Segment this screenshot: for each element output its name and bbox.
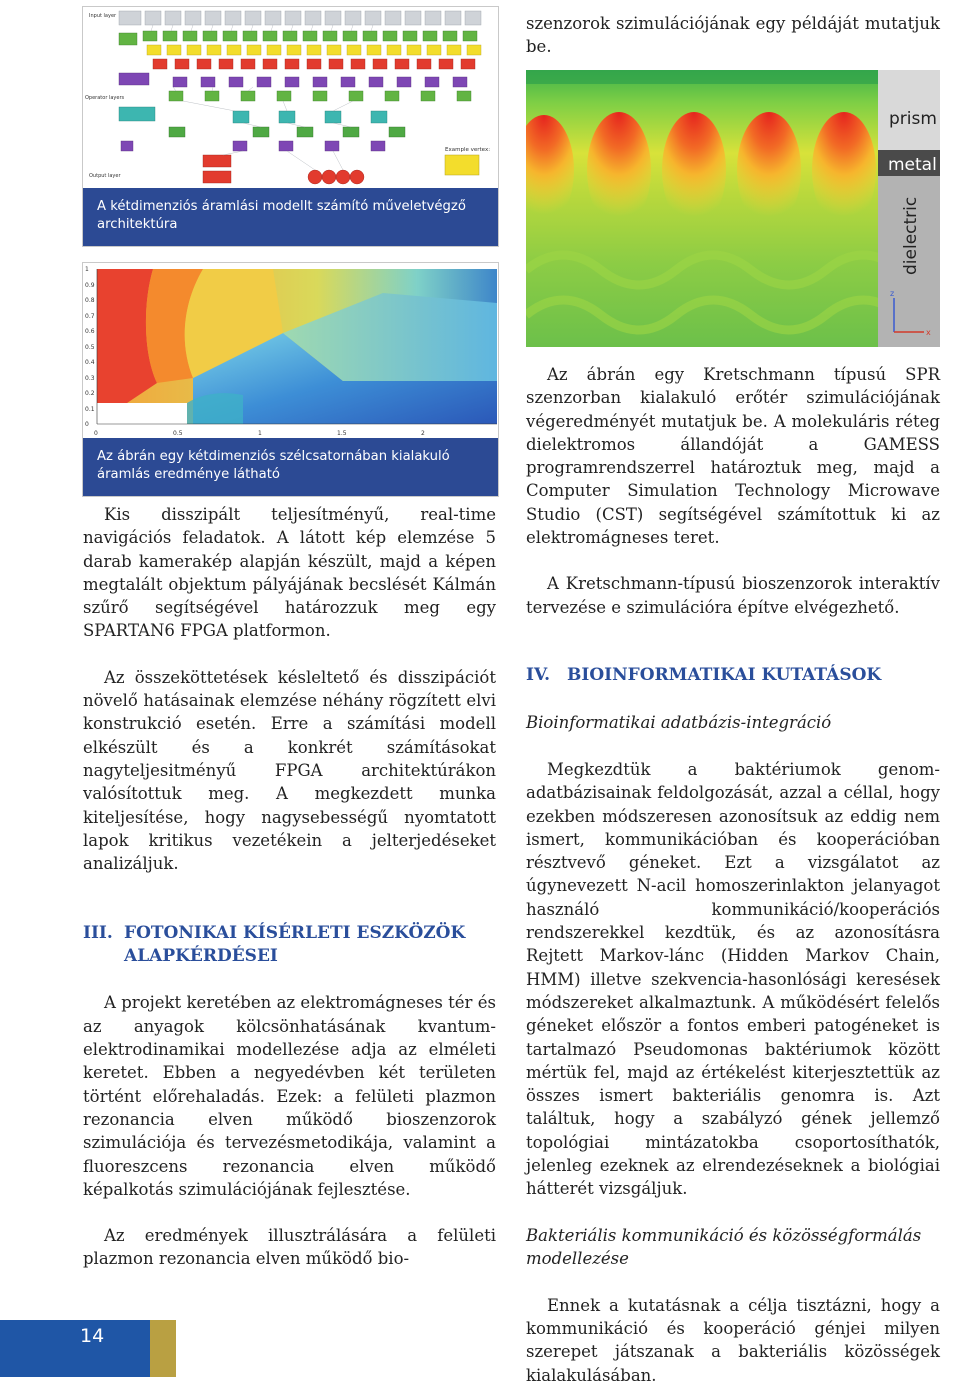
subsection-title: modellezése — [526, 1248, 629, 1268]
x-tick: 0 — [94, 430, 98, 437]
section-title-line: FOTONIKAI KÍSÉRLETI ESZKÖZÖK — [124, 923, 466, 944]
subsection-title: Bakteriális kommunikáció és közösségformálás — [526, 1225, 922, 1245]
figure-spr-simulation — [526, 70, 940, 347]
x-axis-ticks — [94, 430, 425, 437]
x-tick: 1 — [258, 430, 262, 437]
figure-architecture — [82, 6, 499, 247]
axis-z-label: z — [890, 289, 895, 298]
operator-layers-label: Operator layers — [85, 95, 125, 101]
green-lower-row — [169, 91, 471, 101]
section-number: IV. — [526, 664, 551, 685]
paragraph: Az eredmények illusztrálására a felületi plazmon rezonancia elven működő bio- — [83, 1226, 496, 1269]
paragraph: Ennek a kutatásnak a célja tisztázni, hogy a kommunikáció és kooperáció génjei milyen szerepet játszanak a bakteriális közösségek kialakulásában. — [526, 1295, 940, 1385]
yellow-row — [147, 45, 481, 55]
figure-wind-tunnel — [82, 262, 499, 497]
paragraph: Az összeköttetések késleltető és disszipációt növelő hatásainak elemzése néhány rögzített elvi konstrukció esetén. Erre a számítási modell elkészült és a konkrét számításokat nagyteljesitményű FPGA architektúrákon valósítottuk meg. A megkezdett munka kiteljesítése, hogy nagysebességű nyomtatott lapok kritikus vezetékein a jelterjedéseket analizáljuk. — [83, 667, 496, 874]
x-tick: 2 — [421, 430, 425, 437]
x-tick: 0.5 — [173, 430, 183, 437]
section-heading-iii — [83, 922, 496, 968]
prism-label: prism — [889, 109, 937, 129]
section-heading-iv — [526, 664, 940, 687]
input-layer-label: Input layer — [89, 13, 117, 19]
y-tick: 0.4 — [85, 359, 95, 366]
output-layer-label: Output layer — [89, 173, 121, 179]
section-title: BIOINFORMATIKAI KUTATÁSOK — [567, 664, 882, 685]
paragraph: A projekt keretében az elektromágneses tér és az anyagok kölcsönhatásának kvantum-elektrodinamikai modellezése adja az elméleti keretet. Ebben a negyedévben két területen történt előrehaladás. Ezek: a felületi plazmon rezonancia elven működő bioszenzorok szimulációja és tervezésmetodikája, valamint a fluoreszcens rezonancia elven működő képalkotás szimulációjának fejlesztése. — [83, 993, 496, 1199]
paragraph: Kis disszipált teljesítményű, real-time navigációs feladatok. A látott kép elemzése 5 darab kamerakép alapján készült, majd a képen megtalált objektum pályájának becslését Kálmán szűrő segítségével határozzuk meg egy SPARTAN6 FPGA platformon. — [83, 505, 496, 641]
flow-field-plot — [83, 263, 498, 438]
spr-field-plot — [526, 70, 940, 347]
y-tick: 0.1 — [85, 406, 95, 413]
metal-label: metal — [888, 155, 937, 175]
y-tick: 0.6 — [85, 328, 95, 335]
paragraph: Az ábrán egy Kretschmann típusú SPR szenzorban kialakuló erőtér szimulációjának végeredményét mutatjuk be. A molekuláris réteg dielektromos állandóját a GAMESS programrendszerrel határoztuk meg, majd a Computer Simulation Technology Microwave Studio (CST) segítségével számítottuk ki az elektromágneses teret. — [526, 365, 940, 548]
paragraph: Megkezdtük a baktériumok genom-adatbázisainak feldolgozását, azzal a céllal, hogy ezekben módszeresen azonosítsuk az eddig nem ismert, kommunikációban és kooperációban résztvevő géneket. Ezt a vizsgálatot az úgynevezett N-acil homoszerinlakton jelanyagot használó kommunikáció/kooperációs rendszerekkel kezdtük, és az azonosításra Rejtett Markov-lánc (Hidden Markov Chain, HMM) illetve szekvencia-hasonlósági keresések módszereket alkalmaztunk. A működésért felelős géneket először a fontos emberi patogéneket is tartalmazó Pseudomonas baktériumok között mértük fel, majd az értékelést kiterjesztettük az összes ismert bakteriális genomra is. Azt találtuk, hogy a szabályzó gének jellemző topológiai mintázatokba csoportosíthatók, jelenleg ezeknek az elrendezéseknek a biológiai hátterét vizsgáljuk. — [526, 759, 940, 1199]
subsection-title: Bioinformatikai adatbázis-integráció — [526, 712, 832, 732]
y-tick: 0.8 — [85, 297, 95, 304]
dielectric-label: dielectric — [901, 196, 921, 275]
y-tick: 0.7 — [85, 313, 95, 320]
y-tick: 0.2 — [85, 390, 95, 397]
section-title-line: ALAPKÉRDÉSEI — [124, 946, 278, 967]
red-row — [153, 59, 475, 69]
y-tick: 0.9 — [85, 282, 95, 289]
architecture-diagram — [83, 7, 498, 192]
y-tick: 0.3 — [85, 375, 95, 382]
section-number: III. — [83, 923, 113, 944]
figure-caption-wind-tunnel: Az ábrán egy kétdimenziós szélcsatornában kialakuló áramlás eredménye látható — [83, 438, 498, 496]
x-tick: 1.5 — [337, 430, 347, 437]
grey-row — [119, 11, 481, 25]
paragraph: szenzorok szimulációjának egy példáját mutatjuk be. — [526, 14, 940, 57]
y-tick: 0.5 — [85, 344, 95, 351]
footer-bar — [0, 1320, 150, 1377]
page-number: 14 — [80, 1325, 105, 1347]
y-tick: 0 — [85, 421, 89, 428]
right-column — [526, 363, 940, 1387]
example-vertex-label: Example vertex: — [445, 147, 491, 153]
footer-accent — [150, 1320, 176, 1377]
y-axis-ticks — [85, 266, 95, 428]
right-column-top — [526, 12, 940, 59]
axis-x-label: x — [926, 328, 931, 337]
paragraph: A Kretschmann-típusú bioszenzorok interaktív tervezése e szimulációra építve elvégezhető. — [526, 574, 940, 617]
y-tick: 1 — [85, 266, 89, 273]
figure-caption-architecture: A kétdimenziós áramlási modellt számító műveletvégző architektúra — [83, 188, 498, 246]
left-column — [83, 503, 496, 1271]
